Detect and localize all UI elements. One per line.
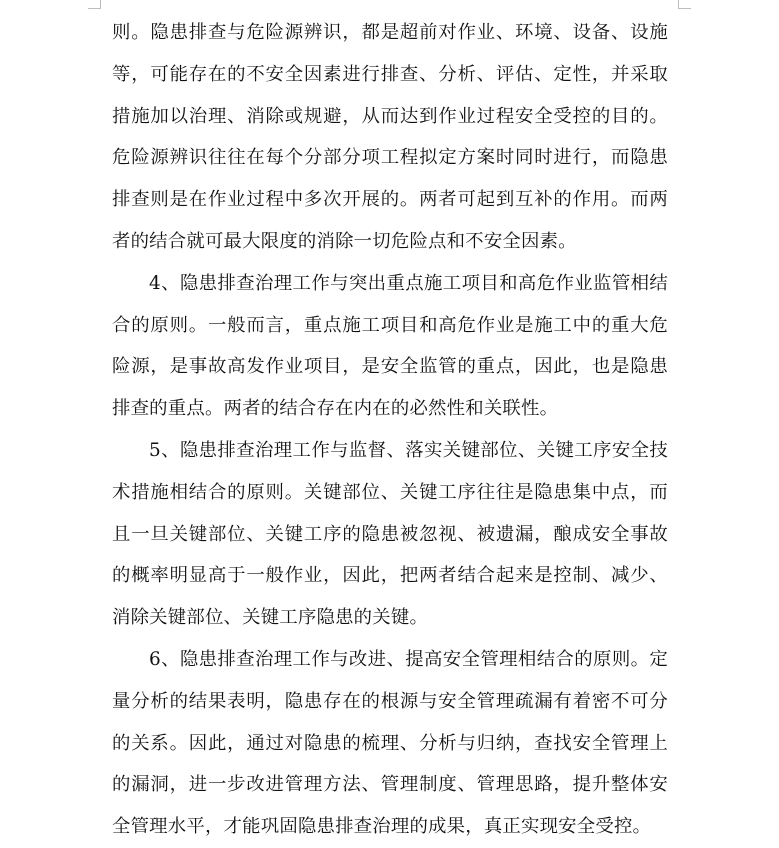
crop-mark-top-right [678, 0, 691, 9]
paragraph-principle-6: 6、隐患排查治理工作与改进、提高安全管理相结合的原则。定量分析的结果表明，隐患存在的根源与安全管理疏漏有着密不可分的关系。因此，通过对隐患的梳理、分析与归纳，查找安全管理上的漏洞，进一步改进管理方法、管理制度、管理思路，提升整体安全管理水平，才能巩固隐患排查治理的成果，真正实现安全受控。 [112, 648, 668, 838]
document-body [112, 12, 668, 848]
paragraph-principle-4: 4、隐患排查治理工作与突出重点施工项目和高危作业监管相结合的原则。一般而言，重点施工项目和高危作业是施工中的重大危险源，是事故高发作业项目，是安全监管的重点，因此，也是隐患排查的重点。两者的结合存在内在的必然性和关联性。 [112, 272, 668, 420]
crop-mark-top-left [88, 0, 101, 9]
paragraph-continuation: 则。隐患排查与危险源辨识，都是超前对作业、环境、设备、设施等，可能存在的不安全因素进行排查、分析、评估、定性，并采取措施加以治理、消除或规避，从而达到作业过程安全受控的目的。危险源辨识往往在每个分部分项工程拟定方案时同时进行，而隐患排查则是在作业过程中多次开展的。两者可起到互补的作用。而两者的结合就可最大限度的消除一切危险点和不安全因素。 [112, 22, 668, 252]
paragraph-principle-5: 5、隐患排查治理工作与监督、落实关键部位、关键工序安全技术措施相结合的原则。关键部位、关键工序往往是隐患集中点，而且一旦关键部位、关键工序的隐患被忽视、被遗漏，酿成安全事故的概率明显高于一般作业，因此，把两者结合起来是控制、减少、消除关键部位、关键工序隐患的关键。 [112, 439, 668, 629]
